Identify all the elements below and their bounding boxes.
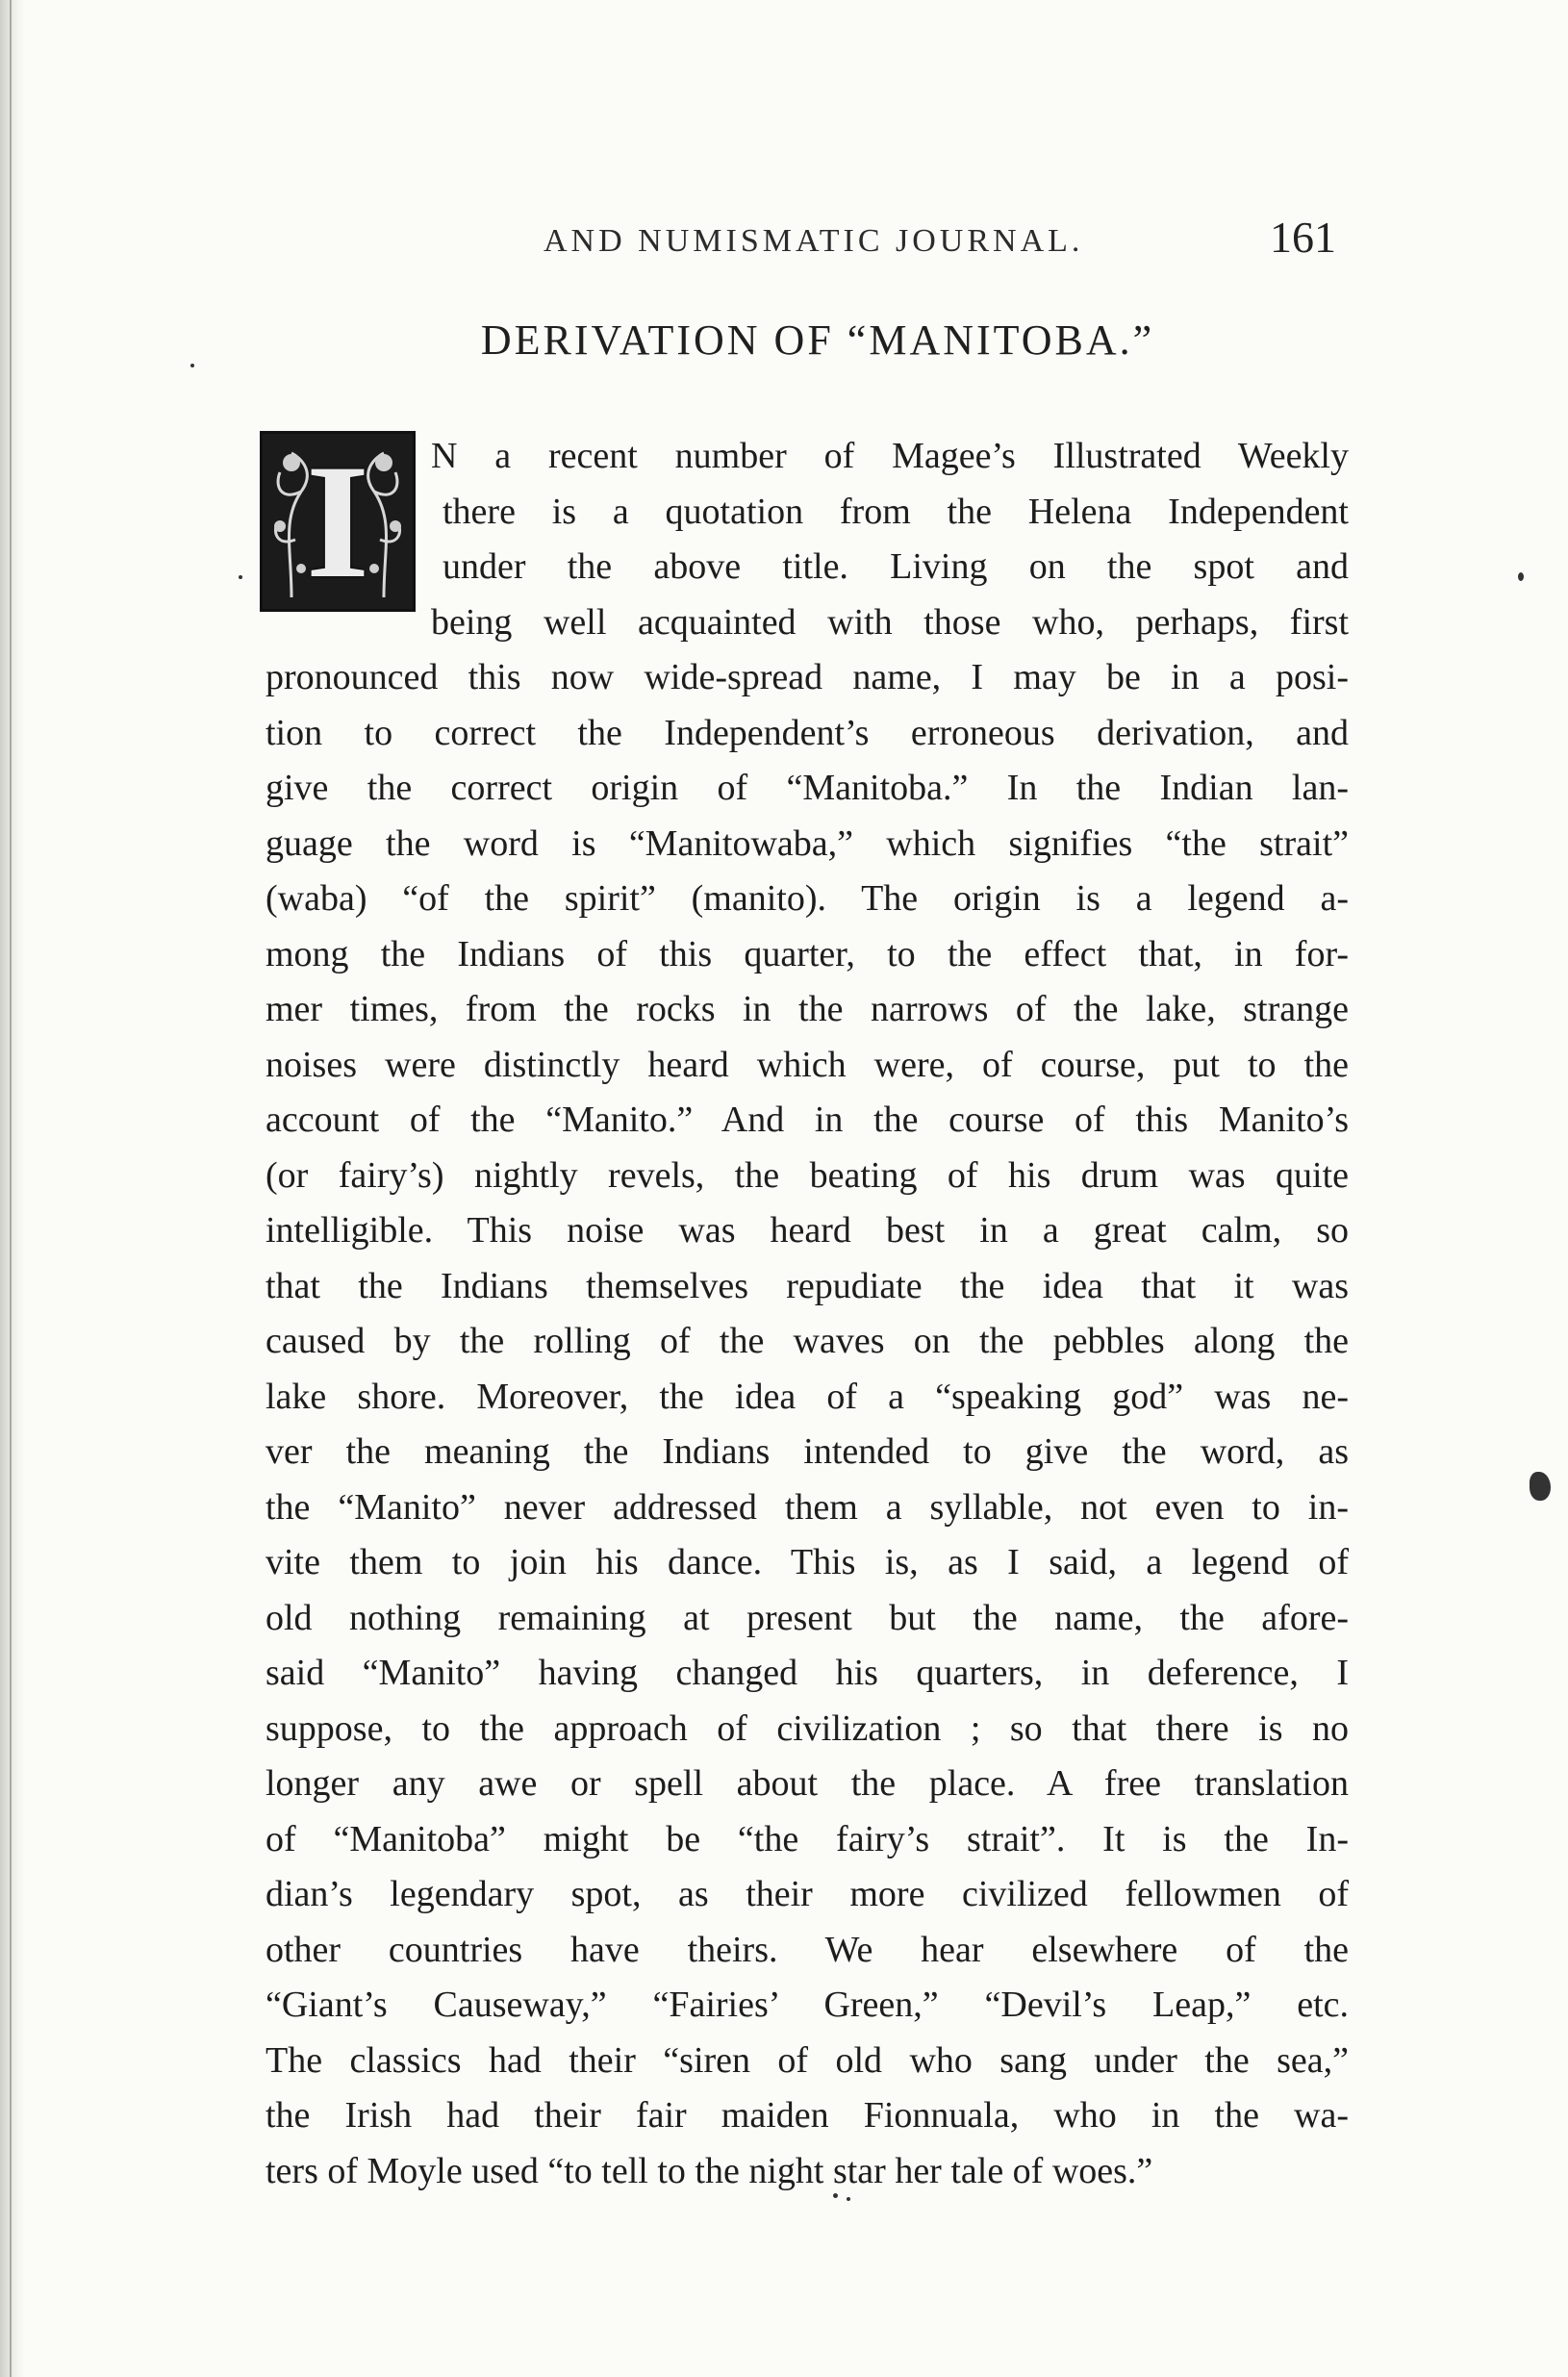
text-line: noises were distinctly heard which were, of course, put to the — [266, 1044, 1349, 1085]
text-line: account of the “Manito.” And in the course of this Manito’s — [266, 1100, 1349, 1140]
text-line: of “Manitoba” might be “the fairy’s strait”. It is the In- — [266, 1818, 1349, 1859]
binding-line — [10, 0, 12, 2377]
text-line: said “Manito” having changed his quarters, in deference, I — [266, 1653, 1349, 1693]
text-line: N a recent number of Magee’s Illustrated Weekly — [431, 436, 1349, 476]
drop-cap-letter: I — [305, 431, 370, 612]
article-title: DERIVATION OF “MANITOBA.” — [480, 316, 1155, 364]
text-line: (or fairy’s) nightly revels, the beating of his drum was quite — [266, 1154, 1349, 1196]
text-line: pronounced this now wide-spread name, I may be in a posi- — [266, 657, 1349, 697]
text-line: ver the meaning the Indians intended to give the word, as — [266, 1431, 1349, 1472]
text-line: mer times, from the rocks in the narrows of the lake, strange — [266, 989, 1349, 1029]
print-speck — [239, 575, 242, 579]
article-body — [266, 429, 1349, 2199]
text-line: guage the word is “Manitowaba,” which signifies “the strait” — [266, 822, 1349, 864]
text-line: other countries have theirs. We hear elsewhere of the — [266, 1929, 1349, 1970]
running-head — [265, 213, 1342, 273]
text-line: suppose, to the approach of civilization ; so that there is no — [266, 1707, 1349, 1749]
print-speck — [833, 2193, 838, 2198]
text-line: that the Indians themselves repudiate the idea that it was — [266, 1265, 1349, 1306]
text-line: being well acquainted with those who, perhaps, first — [431, 601, 1349, 643]
text-line: under the above title. Living on the spot and — [443, 546, 1349, 587]
print-speck — [190, 364, 194, 367]
text-line: The classics had their “siren of old who sang under the sea,” — [266, 2039, 1349, 2081]
text-line: vite them to join his dance. This is, as I said, a legend of — [266, 1542, 1349, 1582]
text-line: intelligible. This noise was heard best in a great calm, so — [266, 1210, 1349, 1251]
print-speck — [1518, 572, 1524, 581]
text-line: longer any awe or spell about the place. A free translation — [266, 1763, 1349, 1804]
print-speck — [1530, 1472, 1551, 1501]
text-line: there is a quotation from the Helena Independent — [443, 491, 1349, 532]
text-line: ters of Moyle used “to tell to the night star her tale of woes.” — [266, 2150, 1153, 2191]
page-number: 161 — [1270, 213, 1336, 262]
text-line: the “Manito” never addressed them a syllable, not even to in- — [266, 1486, 1349, 1528]
text-line: give the correct origin of “Manitoba.” In the Indian lan- — [266, 768, 1349, 808]
text-line: “Giant’s Causeway,” “Fairies’ Green,” “Devil’s Leap,” etc. — [266, 1985, 1349, 2025]
print-speck — [847, 2197, 850, 2201]
text-line: caused by the rolling of the waves on the pebbles along the — [266, 1321, 1349, 1361]
running-head-title: AND NUMISMATIC JOURNAL. — [544, 223, 1084, 259]
text-line: the Irish had their fair maiden Fionnuala, who in the wa- — [266, 2095, 1349, 2136]
text-line: old nothing remaining at present but the name, the afore- — [266, 1597, 1349, 1638]
text-line: dian’s legendary spot, as their more civilized fellowmen of — [266, 1874, 1349, 1914]
text-line: lake shore. Moreover, the idea of a “speaking god” was ne- — [266, 1376, 1349, 1417]
text-line: tion to correct the Independent’s erroneous derivation, and — [266, 712, 1349, 753]
text-line: mong the Indians of this quarter, to the effect that, in for- — [266, 933, 1349, 974]
page-binding-edge — [0, 0, 25, 2377]
text-line: (waba) “of the spirit” (manito). The origin is a legend a- — [266, 878, 1349, 919]
